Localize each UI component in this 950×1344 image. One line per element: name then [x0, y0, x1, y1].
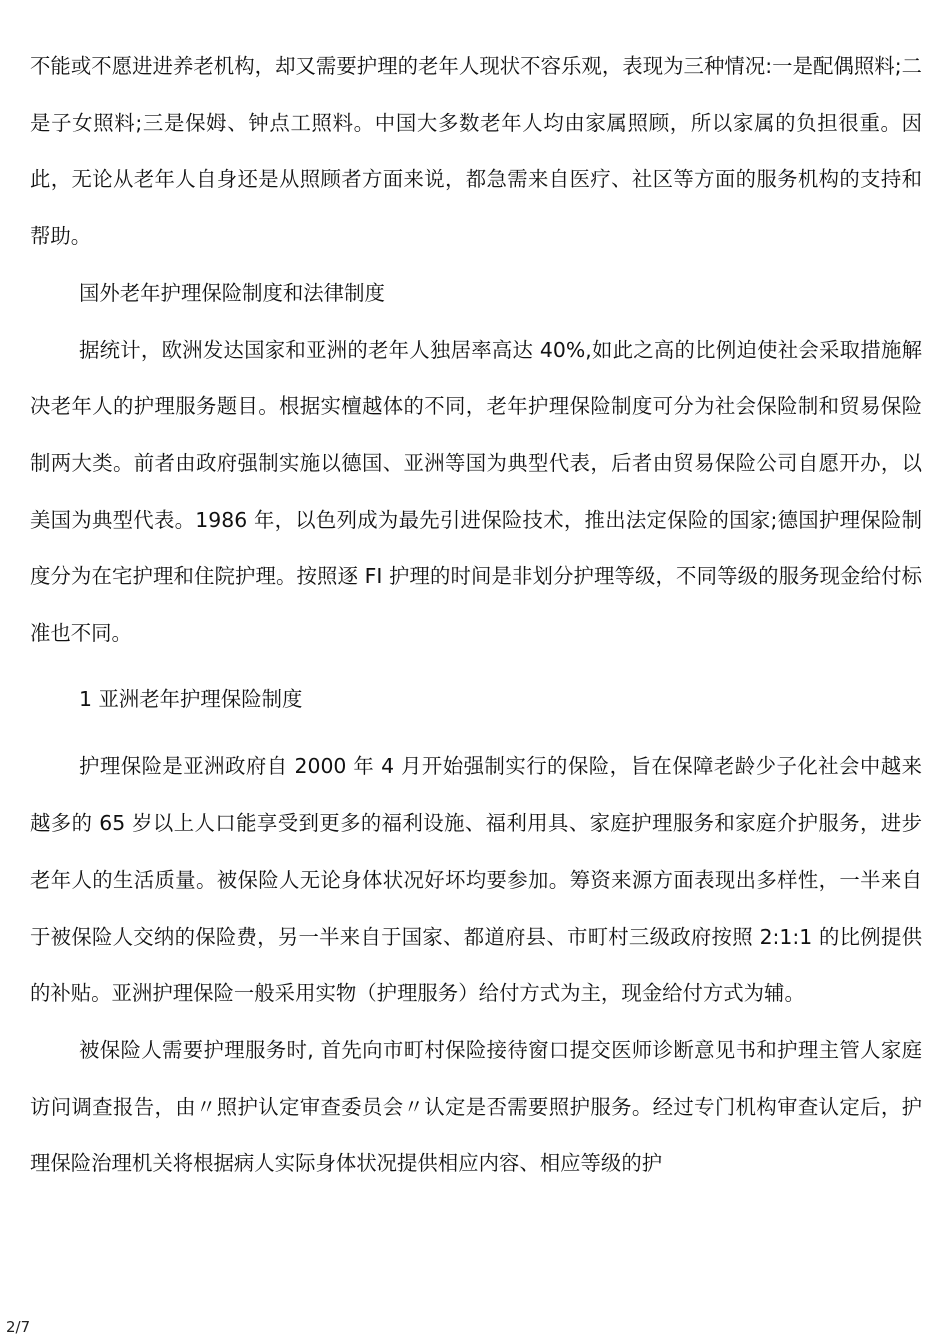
section-heading-foreign-systems: 国外老年护理保险制度和法律制度 — [79, 280, 385, 305]
document-page — [30, 38, 922, 1192]
paragraph-service-process: 被保险人需要护理服务时, 首先向市町村保险接待窗口提交医师诊断意见书和护理主管人家庭访问调查报告，由〃照护认定审查委员会〃认定是否需要照护服务。经过专门机构审查认定后，护理保险治理机关将根据病人实际身体状况提供相应内容、相应等级的护 — [30, 1037, 922, 1176]
paragraph-asia-insurance: 护理保险是亚洲政府自 2000 年 4 月开始强制实行的保险，旨在保障老龄少子化社会中越来越多的 65 岁以上人口能享受到更多的福利设施、福利用具、家庭护理服务和家庭介护服务，进步老年人的生活质量。被保险人无论身体状况好坏均要参加。筹资来源方面表现出多样性，一半来自于被保险人交纳的保险费，另一半来自于国家、都道府县、市町村三级政府按照 2:1:1 的比例提供的补贴。亚洲护理保险一般采用实物（护理服务）给付方式为主，现金给付方式为辅。 — [30, 754, 922, 1006]
paragraph-intro: 不能或不愿进进养老机构，却又需要护理的老年人现状不容乐观，表现为三种情况:一是配偶照料;二是子女照料;三是保姆、钟点工照料。中国大多数老年人均由家属照顾，所以家属的负担很重。因此，无论从老年人自身还是从照顾者方面来说，都急需来自医疗、社区等方面的服务机构的支持和帮助。 — [30, 54, 922, 249]
page-number: 2/7 — [6, 1318, 31, 1336]
paragraph-statistics: 据统计，欧洲发达国家和亚洲的老年人独居率高达 40%,如此之高的比例迫使社会采取措施解决老年人的护理服务题目。根据实檀越体的不同，老年护理保险制度可分为社会保险制和贸易保险制两大类。前者由政府强制实施以德国、亚洲等国为典型代表，后者由贸易保险公司自愿开办，以美国为典型代表。1986 年，以色列成为最先引进保险技术，推出法定保险的国家;德国护理保险制度分为在宅护理和住院护理。按照逐 FI 护理的时间是非划分护理等级，不同等级的服务现金给付标准也不同。 — [30, 337, 922, 646]
section-heading-asia-insurance: 1 亚洲老年护理保险制度 — [79, 686, 303, 711]
